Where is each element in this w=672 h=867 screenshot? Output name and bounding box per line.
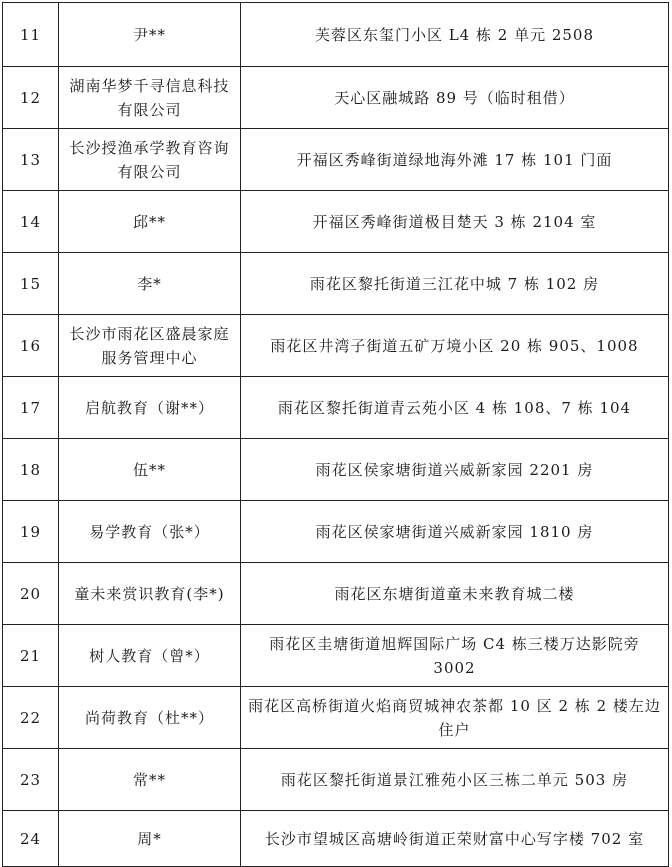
table-row	[3, 3, 669, 67]
registrant-name: 尹**	[59, 3, 241, 67]
table-row	[3, 563, 669, 625]
registered-address: 雨花区高桥街道火焰商贸城神农茶都 10 区 2 栋 2 楼左边住户	[241, 687, 669, 749]
row-number: 11	[3, 3, 59, 67]
row-number: 14	[3, 191, 59, 253]
row-number: 19	[3, 501, 59, 563]
registered-address: 天心区融城路 89 号（临时租借）	[241, 67, 669, 129]
row-number: 20	[3, 563, 59, 625]
records-table	[2, 2, 669, 867]
registered-address: 雨花区黎托街道景江雅苑小区三栋二单元 503 房	[241, 749, 669, 811]
table-row	[3, 67, 669, 129]
row-number: 16	[3, 315, 59, 377]
table-row	[3, 687, 669, 749]
registrant-name: 伍**	[59, 439, 241, 501]
registered-address: 开福区秀峰街道极目楚天 3 栋 2104 室	[241, 191, 669, 253]
table-row	[3, 191, 669, 253]
table-row	[3, 129, 669, 191]
row-number: 13	[3, 129, 59, 191]
row-number: 23	[3, 749, 59, 811]
table-row	[3, 625, 669, 687]
table-row	[3, 501, 669, 563]
registered-address: 长沙市望城区高塘岭街道正荣财富中心写字楼 702 室	[241, 811, 669, 867]
registered-address: 雨花区东塘街道童未来教育城二楼	[241, 563, 669, 625]
table-row	[3, 253, 669, 315]
registrant-name: 李*	[59, 253, 241, 315]
row-number: 24	[3, 811, 59, 867]
registered-address: 雨花区黎托街道青云苑小区 4 栋 108、7 栋 104	[241, 377, 669, 439]
row-number: 22	[3, 687, 59, 749]
registered-address: 雨花区黎托街道三江花中城 7 栋 102 房	[241, 253, 669, 315]
registered-address: 雨花区井湾子街道五矿万境小区 20 栋 905、1008	[241, 315, 669, 377]
registrant-name: 易学教育（张*）	[59, 501, 241, 563]
row-number: 21	[3, 625, 59, 687]
registrant-name: 常**	[59, 749, 241, 811]
registrant-name: 长沙授渔承学教育咨询有限公司	[59, 129, 241, 191]
registrant-name: 童未来赏识教育(李*)	[59, 563, 241, 625]
registrant-name: 湖南华梦千寻信息科技有限公司	[59, 67, 241, 129]
row-number: 17	[3, 377, 59, 439]
row-number: 12	[3, 67, 59, 129]
registered-address: 雨花区圭塘街道旭辉国际广场 C4 栋三楼万达影院旁 3002	[241, 625, 669, 687]
registrant-name: 邱**	[59, 191, 241, 253]
registered-address: 开福区秀峰街道绿地海外滩 17 栋 101 门面	[241, 129, 669, 191]
registrant-name: 启航教育（谢**）	[59, 377, 241, 439]
registrant-name: 周*	[59, 811, 241, 867]
row-number: 15	[3, 253, 59, 315]
registrant-name: 树人教育（曾*）	[59, 625, 241, 687]
table-row	[3, 315, 669, 377]
row-number: 18	[3, 439, 59, 501]
table-row	[3, 377, 669, 439]
table-row	[3, 749, 669, 811]
registered-address: 芙蓉区东玺门小区 L4 栋 2 单元 2508	[241, 3, 669, 67]
registered-address: 雨花区侯家塘街道兴威新家园 1810 房	[241, 501, 669, 563]
table-row	[3, 439, 669, 501]
registrant-name: 尚荷教育（杜**）	[59, 687, 241, 749]
registered-address: 雨花区侯家塘街道兴威新家园 2201 房	[241, 439, 669, 501]
registrant-name: 长沙市雨花区盛晨家庭服务管理中心	[59, 315, 241, 377]
table-row	[3, 811, 669, 867]
